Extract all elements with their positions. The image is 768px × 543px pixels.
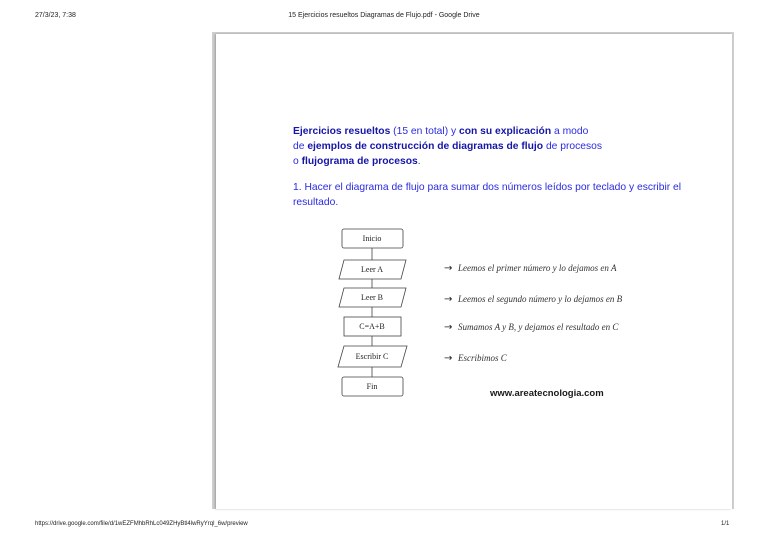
exercise-1-statement: 1. Hacer el diagrama de flujo para sumar dos números leídos por teclado y escribir el resultado.	[293, 182, 682, 208]
arrow-right-icon: →	[444, 294, 453, 305]
intro-bold-1: Ejercicios resueltos	[293, 126, 391, 137]
intro-text-5: o	[293, 156, 302, 167]
intro-text-4: de procesos	[543, 141, 603, 152]
step-label-leer-a: Leer A	[361, 265, 383, 274]
print-page-number: 1/1	[721, 521, 730, 527]
intro-bold-3: ejemplos de construcción de diagramas de flujo	[307, 141, 544, 152]
intro-bold-4: flujograma de procesos	[301, 156, 418, 167]
intro-text-6: .	[417, 156, 421, 167]
print-datetime: 27/3/23, 7:38	[35, 12, 76, 19]
step-label-fin: Fin	[366, 382, 378, 391]
note-escribir-c: Escribimos C	[458, 353, 507, 363]
step-label-inicio: Inicio	[362, 234, 382, 243]
note-leer-a: Leemos el primer número y lo dejamos en A	[458, 263, 617, 273]
intro-bold-2: con su explicación	[459, 126, 552, 137]
step-label-escribir-c: Escribir C	[355, 352, 389, 361]
note-sum: Sumamos A y B, y dejamos el resultado en C	[458, 322, 619, 332]
intro-text-1: (15 en total) y	[390, 126, 459, 137]
print-url: https://drive.google.com/file/d/1wEZFMhbRhLc049ZHyBtl4lwRyYrql_6w/preview	[35, 521, 248, 527]
arrow-right-icon: →	[444, 353, 453, 364]
intro-text-2: a modo	[551, 126, 589, 137]
note-leer-b: Leemos el segundo número y lo dejamos en B	[458, 294, 623, 304]
print-title: 15 Ejercicios resueltos Diagramas de Flujo.pdf - Google Drive	[288, 12, 480, 19]
flowchart	[216, 34, 732, 509]
step-label-sum: C=A+B	[359, 322, 385, 331]
arrow-right-icon: →	[444, 322, 453, 333]
source-watermark: www.areatecnologia.com	[490, 388, 604, 399]
step-label-leer-b: Leer B	[361, 293, 383, 302]
pdf-page[interactable]	[216, 34, 732, 509]
intro-text-3: de	[293, 141, 308, 152]
arrow-right-icon: →	[444, 263, 453, 274]
